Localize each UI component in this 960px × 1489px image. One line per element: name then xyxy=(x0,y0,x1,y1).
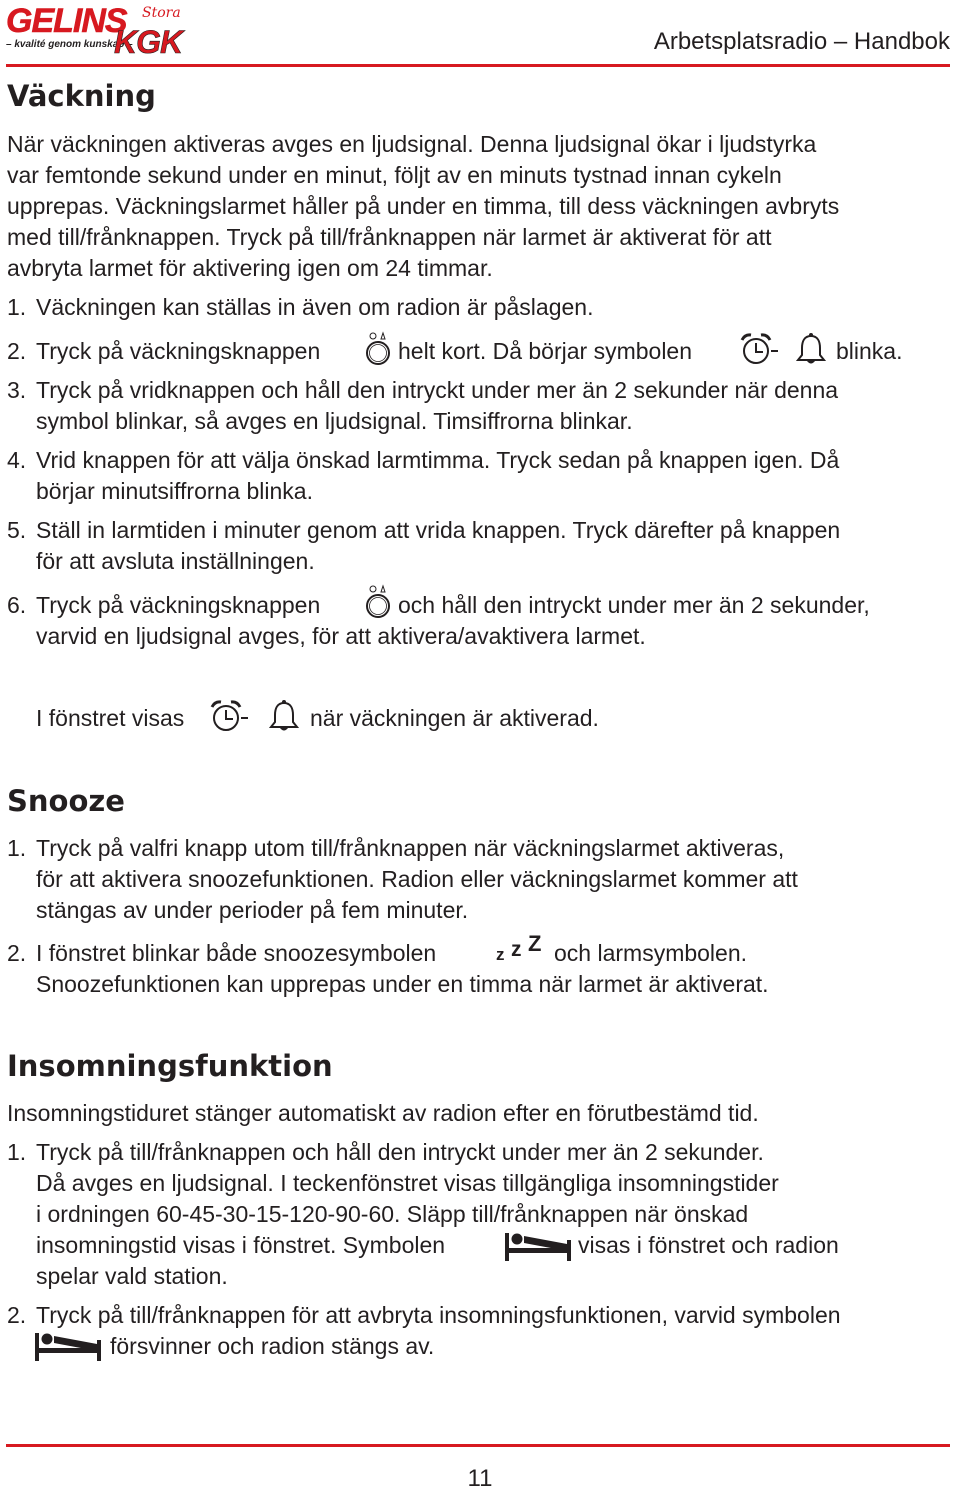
vackning-step-4-line-2: börjar minutsiffrorna blinka. xyxy=(36,478,313,504)
alarm-button-icon xyxy=(362,330,394,366)
alarm-clock-icon xyxy=(740,332,778,366)
vackning-step-5-line-2: för att avsluta inställningen. xyxy=(36,548,315,574)
page-header xyxy=(0,0,960,70)
vackning-step-1-text: Väckningen kan ställas in även om radion är påslagen. xyxy=(36,294,594,320)
window-note-text-a: I fönstret visas xyxy=(36,705,185,731)
insomning-step-1-line-4b: visas i fönstret och radion xyxy=(578,1232,839,1258)
insomning-step-2-number: 2. xyxy=(7,1302,27,1328)
insomning-step-2-line-1: Tryck på till/frånknappen för att avbryta insomningsfunktionen, varvid symbolen xyxy=(36,1302,841,1328)
vackning-intro-line-5: avbryta larmet för aktivering igen om 24 timmar. xyxy=(7,255,493,281)
snooze-step-1-line-1: Tryck på valfri knapp utom till/frånknappen när väckningslarmet aktiveras, xyxy=(36,835,785,861)
sleep-bed-icon xyxy=(34,1330,102,1362)
alarm-clock-icon xyxy=(210,699,248,733)
vackning-step-2-text-b: helt kort. Då börjar symbolen xyxy=(398,338,693,364)
logo-kgk: KGK xyxy=(114,24,183,60)
snooze-step-2-line-2: Snoozefunktionen kan upprepas under en timma när larmet är aktiverat. xyxy=(36,971,769,997)
insomning-step-1-line-4a: insomningstid visas i fönstret. Symbolen xyxy=(36,1232,446,1258)
insomning-step-2-line-2: försvinner och radion stängs av. xyxy=(110,1333,435,1359)
vackning-intro-line-3: upprepas. Väckningslarmet håller på under en timma, till dess väckningen avbryts xyxy=(7,193,840,219)
alarm-bell-icon xyxy=(268,699,300,733)
vackning-intro-line-1: När väckningen aktiveras avges en ljudsignal. Denna ljudsignal ökar i ljudstyrka xyxy=(7,131,817,157)
document-title: Arbetsplatsradio – Handbok xyxy=(653,28,950,55)
company-logo xyxy=(4,4,189,62)
vackning-step-1-number: 1. xyxy=(7,294,27,320)
vackning-step-2-text-c: blinka. xyxy=(836,338,903,364)
heading-snooze: Snooze xyxy=(7,784,125,818)
vackning-step-6-text-a: Tryck på väckningsknappen xyxy=(36,592,321,618)
heading-insomning: Insomningsfunktion xyxy=(7,1049,333,1083)
snooze-icon xyxy=(494,932,550,968)
snooze-step-2-text-a: I fönstret blinkar både snoozesymbolen xyxy=(36,940,437,966)
insomning-step-1-line-3: i ordningen 60-45-30-15-120-90-60. Släpp till/frånknappen när önskad xyxy=(36,1201,749,1227)
vackning-step-4-number: 4. xyxy=(7,447,27,473)
logo-stora: Stora xyxy=(142,5,181,21)
sleep-bed-icon xyxy=(504,1230,572,1262)
heading-vackning: Väckning xyxy=(7,79,156,113)
alarm-bell-icon xyxy=(795,332,827,366)
insomning-intro: Insomningstiduret stänger automatiskt av radion efter en förutbestämd tid. xyxy=(7,1100,759,1126)
vackning-intro-line-2: var femtonde sekund under en minut, följt av en minuts tystnad innan cykeln xyxy=(7,162,782,188)
snooze-step-1-line-2: för att aktivera snoozefunktionen. Radion eller väckningslarmet kommer att xyxy=(36,866,798,892)
alarm-button-icon xyxy=(362,583,394,619)
vackning-step-3-line-1: Tryck på vridknappen och håll den intryckt under mer än 2 sekunder när denna xyxy=(36,377,839,403)
vackning-step-4-line-1: Vrid knappen för att välja önskad larmtimma. Tryck sedan på knappen igen. Då xyxy=(36,447,840,473)
vackning-step-6-text-b: och håll den intryckt under mer än 2 sekunder, xyxy=(398,592,870,618)
window-note-text-b: när väckningen är aktiverad. xyxy=(310,705,599,731)
vackning-step-2-text-a: Tryck på väckningsknappen xyxy=(36,338,321,364)
vackning-step-6-number: 6. xyxy=(7,592,27,618)
insomning-step-1-number: 1. xyxy=(7,1139,27,1165)
vackning-step-3-line-2: symbol blinkar, så avges en ljudsignal. Timsiffrorna blinkar. xyxy=(36,408,633,434)
insomning-step-1-line-1: Tryck på till/frånknappen och håll den intryckt under mer än 2 sekunder. xyxy=(36,1139,764,1165)
snooze-glyph-small: z xyxy=(496,945,505,964)
snooze-glyph-medium: z xyxy=(511,938,522,961)
logo-gelins: GELINS xyxy=(6,2,127,40)
vackning-step-3-number: 3. xyxy=(7,377,27,403)
footer-divider xyxy=(6,1444,950,1447)
insomning-step-1-line-5: spelar vald station. xyxy=(36,1263,228,1289)
snooze-step-1-number: 1. xyxy=(7,835,27,861)
snooze-glyph-large: Z xyxy=(528,931,542,956)
logo-tagline: – kvalité genom kunskap – xyxy=(6,39,133,50)
snooze-step-2-text-b: och larmsymbolen. xyxy=(554,940,748,966)
header-divider xyxy=(6,64,950,67)
page-number: 11 xyxy=(467,1465,493,1489)
vackning-step-2-number: 2. xyxy=(7,338,27,364)
vackning-step-5-number: 5. xyxy=(7,517,27,543)
insomning-step-1-line-2: Då avges en ljudsignal. I teckenfönstret visas tillgängliga insomningstider xyxy=(36,1170,779,1196)
snooze-step-2-number: 2. xyxy=(7,940,27,966)
vackning-intro-line-4: med till/frånknappen. Tryck på till/frånknappen när larmet är aktiverat för att xyxy=(7,224,772,250)
vackning-step-5-line-1: Ställ in larmtiden i minuter genom att vrida knappen. Tryck därefter på knappen xyxy=(36,517,841,543)
vackning-step-6-line-2: varvid en ljudsignal avges, för att aktivera/avaktivera larmet. xyxy=(36,623,646,649)
snooze-step-1-line-3: stängas av under perioder på fem minuter. xyxy=(36,897,469,923)
